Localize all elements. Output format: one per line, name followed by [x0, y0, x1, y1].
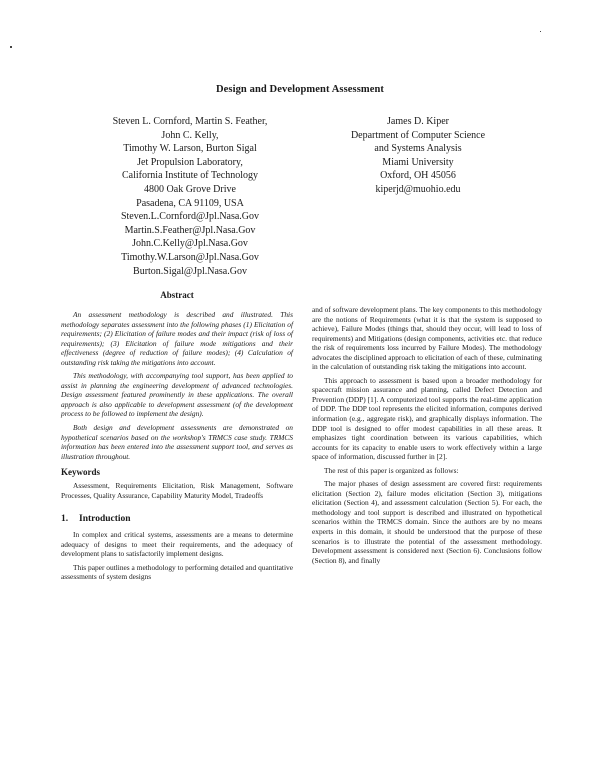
affiliation-line: Jet Propulsion Laboratory,: [137, 156, 243, 168]
section-title: Introduction: [79, 514, 131, 525]
body-paragraph: The rest of this paper is organized as follows:: [324, 465, 459, 475]
abstract-paragraph: This methodology, with accompanying tool support, has been applied to assist in planning the engineering development of advanced technologies. Design assessment featured prominently in these applications. The overall approach is also applicable to development assessment (of the development process to be followed to implement the design).: [61, 371, 293, 419]
affiliation-line: California Institute of Technology: [121, 170, 259, 182]
introduction-heading: [61, 514, 293, 524]
author-line: Timothy W. Larson, Burton Sigal: [123, 143, 257, 155]
email-line: Steven.L.Cornford@Jpl.Nasa.Gov: [120, 211, 260, 223]
address-line: Oxford, OH 45056: [380, 170, 456, 182]
abstract-paragraph: Both design and development assessments are demonstrated on hypothetical scenarios based on the workshop's TRMCS case study. TRMCS information has been entered into the assessment support tool, and serves as illustration throughout.: [61, 423, 293, 461]
scan-speck: [10, 46, 12, 48]
email-line: kiperjd@muohio.edu: [375, 183, 461, 195]
author-line: Steven L. Cornford, Martin S. Feather,: [112, 116, 268, 127]
section-number: 1.: [61, 514, 69, 525]
author-block-left: [100, 115, 280, 278]
left-column: [61, 290, 293, 586]
body-paragraph: This approach to assessment is based upon a broader methodology for spacecraft mission assurance and planning, called Defect Detection and Prevention (DDP) [1]. A computerized tool supports the real-time application of DDP. The DDP tool represents the elicited information, computes derived information (e.g., aggregate risk), and graphically displays information. The DDP tool is designed to offer modest capabilities in all these areas. It emphasizes tight coordination between its various capabilities, which accounts for its capacity to enable users to work effectively within a large space of information, discussed further in [2].: [312, 375, 542, 462]
author-line: James D. Kiper: [387, 116, 449, 127]
paper-title: Design and Development Assessment: [215, 84, 385, 95]
affiliation-line: Miami University: [382, 156, 454, 168]
abstract-heading: Abstract: [160, 290, 194, 300]
scan-speck: [540, 31, 541, 32]
email-line: Martin.S.Feather@Jpl.Nasa.Gov: [124, 224, 256, 236]
abstract-section: [61, 290, 293, 461]
keywords-text: Assessment, Requirements Elicitation, Risk Management, Software Processes, Quality Assurance, Capability Maturity Model, Tradeoffs: [61, 481, 293, 500]
body-paragraph: The major phases of design assessment are covered first: requirements elicitation (Section 2), failure modes elicitation (Section 3), mitigations elicitation (Section 4), and assessment calculation (Section 5). For each, the methodology and tool support is described and illustrated on hypothetical scenarios within the TRMCS domain. Since the authors are by no means experts in this domain, it should be understood that the purpose of these scenarios is to illustrate the potential of the assessment methodology. Development assessment is considered next (Section 6). Conclusions follow (Section 8), and finally: [312, 479, 542, 565]
author-line: John C. Kelly,: [161, 129, 219, 141]
author-block-right: [338, 115, 498, 197]
email-line: Burton.Sigal@Jpl.Nasa.Gov: [133, 265, 247, 277]
body-paragraph: This paper outlines a methodology to performing detailed and quantitative assessments of system designs: [61, 562, 293, 582]
abstract-paragraph: An assessment methodology is described and illustrated. This methodology separates assessment into the following phases (1) Elicitation of requirements; (2) Elicitation of failure modes and their impact (risk of loss of requirements); (3) Elicitation of failure mode mitigations and their effectiveness (degree of reduction of failure modes); (4) Calculation of outstanding risk taking the mitigations into account.: [61, 310, 293, 367]
affiliation-line: and Systems Analysis: [374, 143, 462, 155]
email-line: John.C.Kelly@Jpl.Nasa.Gov: [132, 238, 248, 250]
affiliation-line: Department of Computer Science: [350, 129, 486, 141]
right-column: [312, 305, 542, 569]
address-line: Pasadena, CA 91109, USA: [136, 197, 244, 209]
keywords-heading: Keywords: [61, 467, 100, 478]
address-line: 4800 Oak Grove Drive: [144, 183, 236, 195]
email-line: Timothy.W.Larson@Jpl.Nasa.Gov: [121, 251, 259, 263]
body-paragraph: In complex and critical systems, assessments are a means to determine adequacy of designs to meet their requirements, and the adequacy of development plans to satisfactorily implement designs.: [61, 530, 293, 559]
body-paragraph: and of software development plans. The key components to this methodology are the notions of Requirements (what it is that the system is supposed to achieve), Failure Modes (things that, should they occur, will lead to loss of requirements) and Mitigations (design components, activities etc. that reduce the risk of requirements loss incurred by Failure Modes). The methodology advocates the disciplined approach to elicitation of each of these, culminating in the calculation of outstanding risk taking the mitigations into account.: [312, 305, 542, 372]
